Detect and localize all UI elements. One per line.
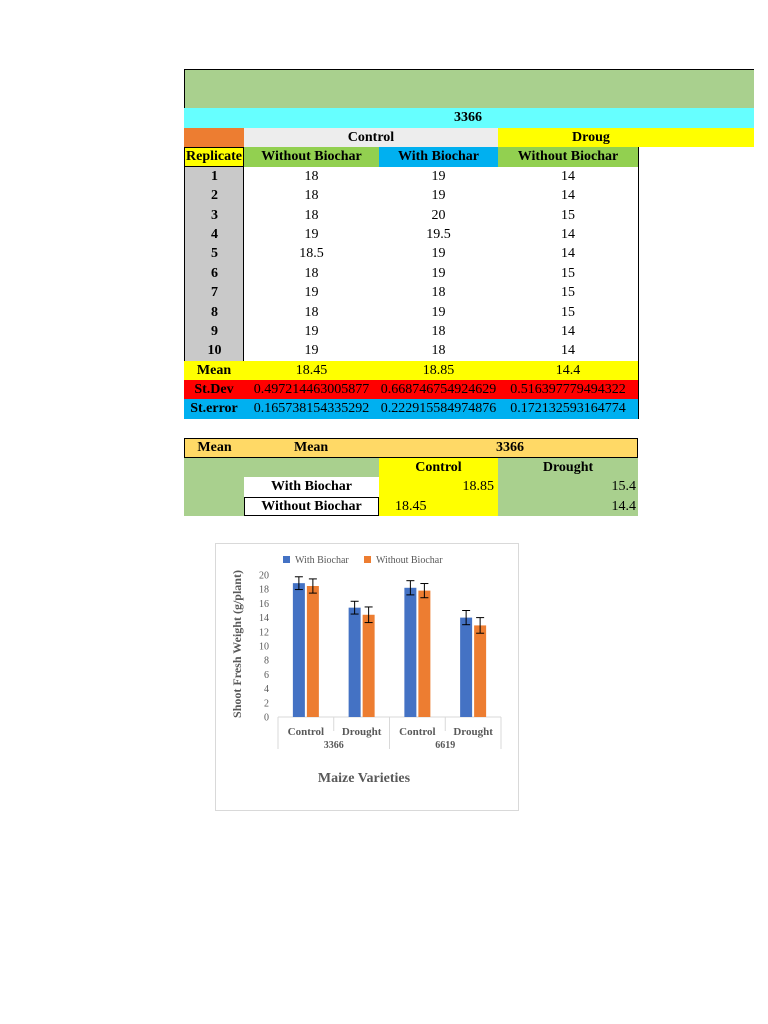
without-biochar-header: Without Biochar [244, 147, 379, 167]
legend-label-with-biochar: With Biochar [295, 555, 349, 566]
summary-without-drought: 14.4 [498, 497, 638, 516]
replicate-cell: 5 [184, 244, 244, 264]
data-cell: 14 [561, 188, 575, 203]
data-cell: 18 [304, 168, 319, 184]
sterror-value: 0.172132593164774 [498, 399, 638, 419]
x-group-label: 3366 [323, 740, 344, 751]
stdev-value: 0.668746754924629 [379, 380, 498, 399]
stdev-value: 0.516397779494322 [498, 380, 638, 399]
summary-side-cell [184, 477, 244, 516]
x-axis-label: Maize Varieties [317, 771, 411, 786]
replicate-cell: 7 [184, 283, 244, 303]
drought-header [498, 128, 754, 147]
summary-with-label: With Biochar [270, 479, 353, 494]
summary-without-label: Without Biochar [244, 497, 379, 516]
replicate-cell: 10 [184, 341, 244, 361]
data-cell: 15 [561, 285, 575, 300]
data-cell: 19 [304, 323, 319, 339]
sterror-value: 0.222915584974876 [379, 399, 498, 419]
data-cell: 20 [431, 207, 446, 223]
y-tick-label: 18 [259, 584, 269, 596]
summary-variety: 3366 [496, 440, 524, 455]
y-tick-label: 20 [259, 570, 269, 582]
legend-swatch-without-biochar [364, 556, 371, 563]
bar [404, 588, 416, 717]
sterror-value: 0.165738154335292 [244, 399, 379, 419]
legend-swatch-with-biochar [283, 556, 290, 563]
drought-header-label: Droug [572, 129, 610, 145]
data-cell: 19 [431, 246, 446, 261]
data-cell: 18 [431, 343, 446, 358]
replicate-cell: 2 [184, 186, 244, 206]
data-cell: 18 [304, 188, 319, 203]
replicate-cell: 8 [184, 303, 244, 322]
summary-control-header: Control [379, 458, 498, 477]
replicate-cell: 9 [184, 322, 244, 341]
with-biochar-header: With Biochar [379, 147, 498, 167]
data-cell: 15 [561, 304, 575, 320]
y-tick-label: 6 [264, 669, 269, 681]
data-cell: 19 [431, 265, 446, 281]
data-cell: 19 [431, 304, 446, 320]
summary-without-control: 18.45 [379, 497, 498, 516]
sterror-label: St.error [184, 399, 244, 419]
data-cell: 18 [304, 207, 319, 223]
data-cell: 19 [304, 343, 319, 358]
variety-label: 3366 [454, 110, 482, 125]
y-tick-label: 0 [264, 712, 269, 724]
data-cell: 15 [561, 207, 575, 223]
data-cell: 18.5 [299, 246, 324, 261]
chart-legend [283, 555, 443, 566]
y-tick-label: 14 [259, 613, 269, 625]
y-tick-label: 12 [259, 627, 269, 639]
data-cell: 15 [561, 265, 575, 281]
x-tick-label: Control [399, 726, 436, 738]
bar [293, 583, 305, 717]
x-tick-label: Drought [453, 726, 493, 738]
control-header: Control [244, 128, 498, 147]
data-cell: 19 [304, 226, 319, 242]
bar [307, 586, 319, 717]
data-cell: 14 [561, 323, 575, 339]
mean-value: 14.4 [498, 361, 638, 380]
bar [363, 615, 375, 717]
y-tick-label: 8 [264, 655, 269, 667]
x-tick-label: Control [287, 726, 325, 738]
data-cell: 19 [431, 188, 446, 203]
summary-with-drought: 15.4 [498, 477, 638, 497]
summary-mean-text: Mean [294, 440, 329, 455]
replicate-cell: 1 [184, 167, 244, 186]
x-tick-label: Drought [341, 726, 382, 738]
y-tick-label: 16 [259, 598, 269, 610]
y-tick-label: 4 [264, 684, 269, 696]
bar [418, 591, 430, 717]
plot-area [259, 571, 501, 752]
data-cell: 18 [431, 285, 446, 300]
chart-container [215, 543, 519, 811]
stdev-value: 0.497214463005877 [244, 380, 379, 399]
replicate-cell: 6 [184, 264, 244, 283]
legend-label-without-biochar: Without Biochar [376, 555, 443, 566]
data-cell: 14 [561, 246, 575, 261]
drought-without-biochar-header: Without Biochar [498, 147, 638, 167]
data-cell: 14 [561, 343, 575, 358]
data-cell: 19.5 [426, 226, 451, 242]
replicate-header: Replicate [184, 147, 244, 167]
stdev-label: St.Dev [184, 380, 244, 399]
bar [349, 608, 361, 717]
data-cell: 19 [304, 285, 319, 300]
y-tick-label: 10 [259, 641, 269, 653]
bar-chart [216, 544, 518, 810]
mean-value: 18.45 [244, 361, 379, 380]
bar [460, 618, 472, 717]
summary-empty-header [184, 458, 379, 477]
replicate-cell: 4 [184, 225, 244, 244]
data-cell: 18 [304, 304, 319, 320]
data-cell: 18 [431, 323, 446, 339]
data-cell: 19 [431, 168, 446, 184]
table-right-border [638, 147, 639, 419]
x-group-label: 6619 [435, 740, 456, 751]
mean-value: 18.85 [379, 361, 498, 380]
y-tick-label: 2 [264, 698, 269, 710]
summary-with-control: 18.85 [379, 477, 498, 497]
data-cell: 14 [561, 226, 575, 242]
summary-mean-header [244, 438, 638, 458]
table-title-bar [184, 69, 754, 108]
replicate-cell: 3 [184, 206, 244, 225]
replicate-column-border [243, 167, 244, 361]
summary-drought-header: Drought [498, 458, 638, 477]
y-axis-label: Shoot Fresh Weight (g/plant) [230, 570, 244, 718]
variety-header [184, 108, 754, 128]
data-cell: 14 [561, 168, 575, 184]
bar [474, 625, 486, 717]
summary-mean-label: Mean [184, 438, 245, 458]
condition-corner [184, 128, 244, 147]
mean-label: Mean [184, 361, 244, 380]
data-cell: 18 [304, 265, 319, 281]
